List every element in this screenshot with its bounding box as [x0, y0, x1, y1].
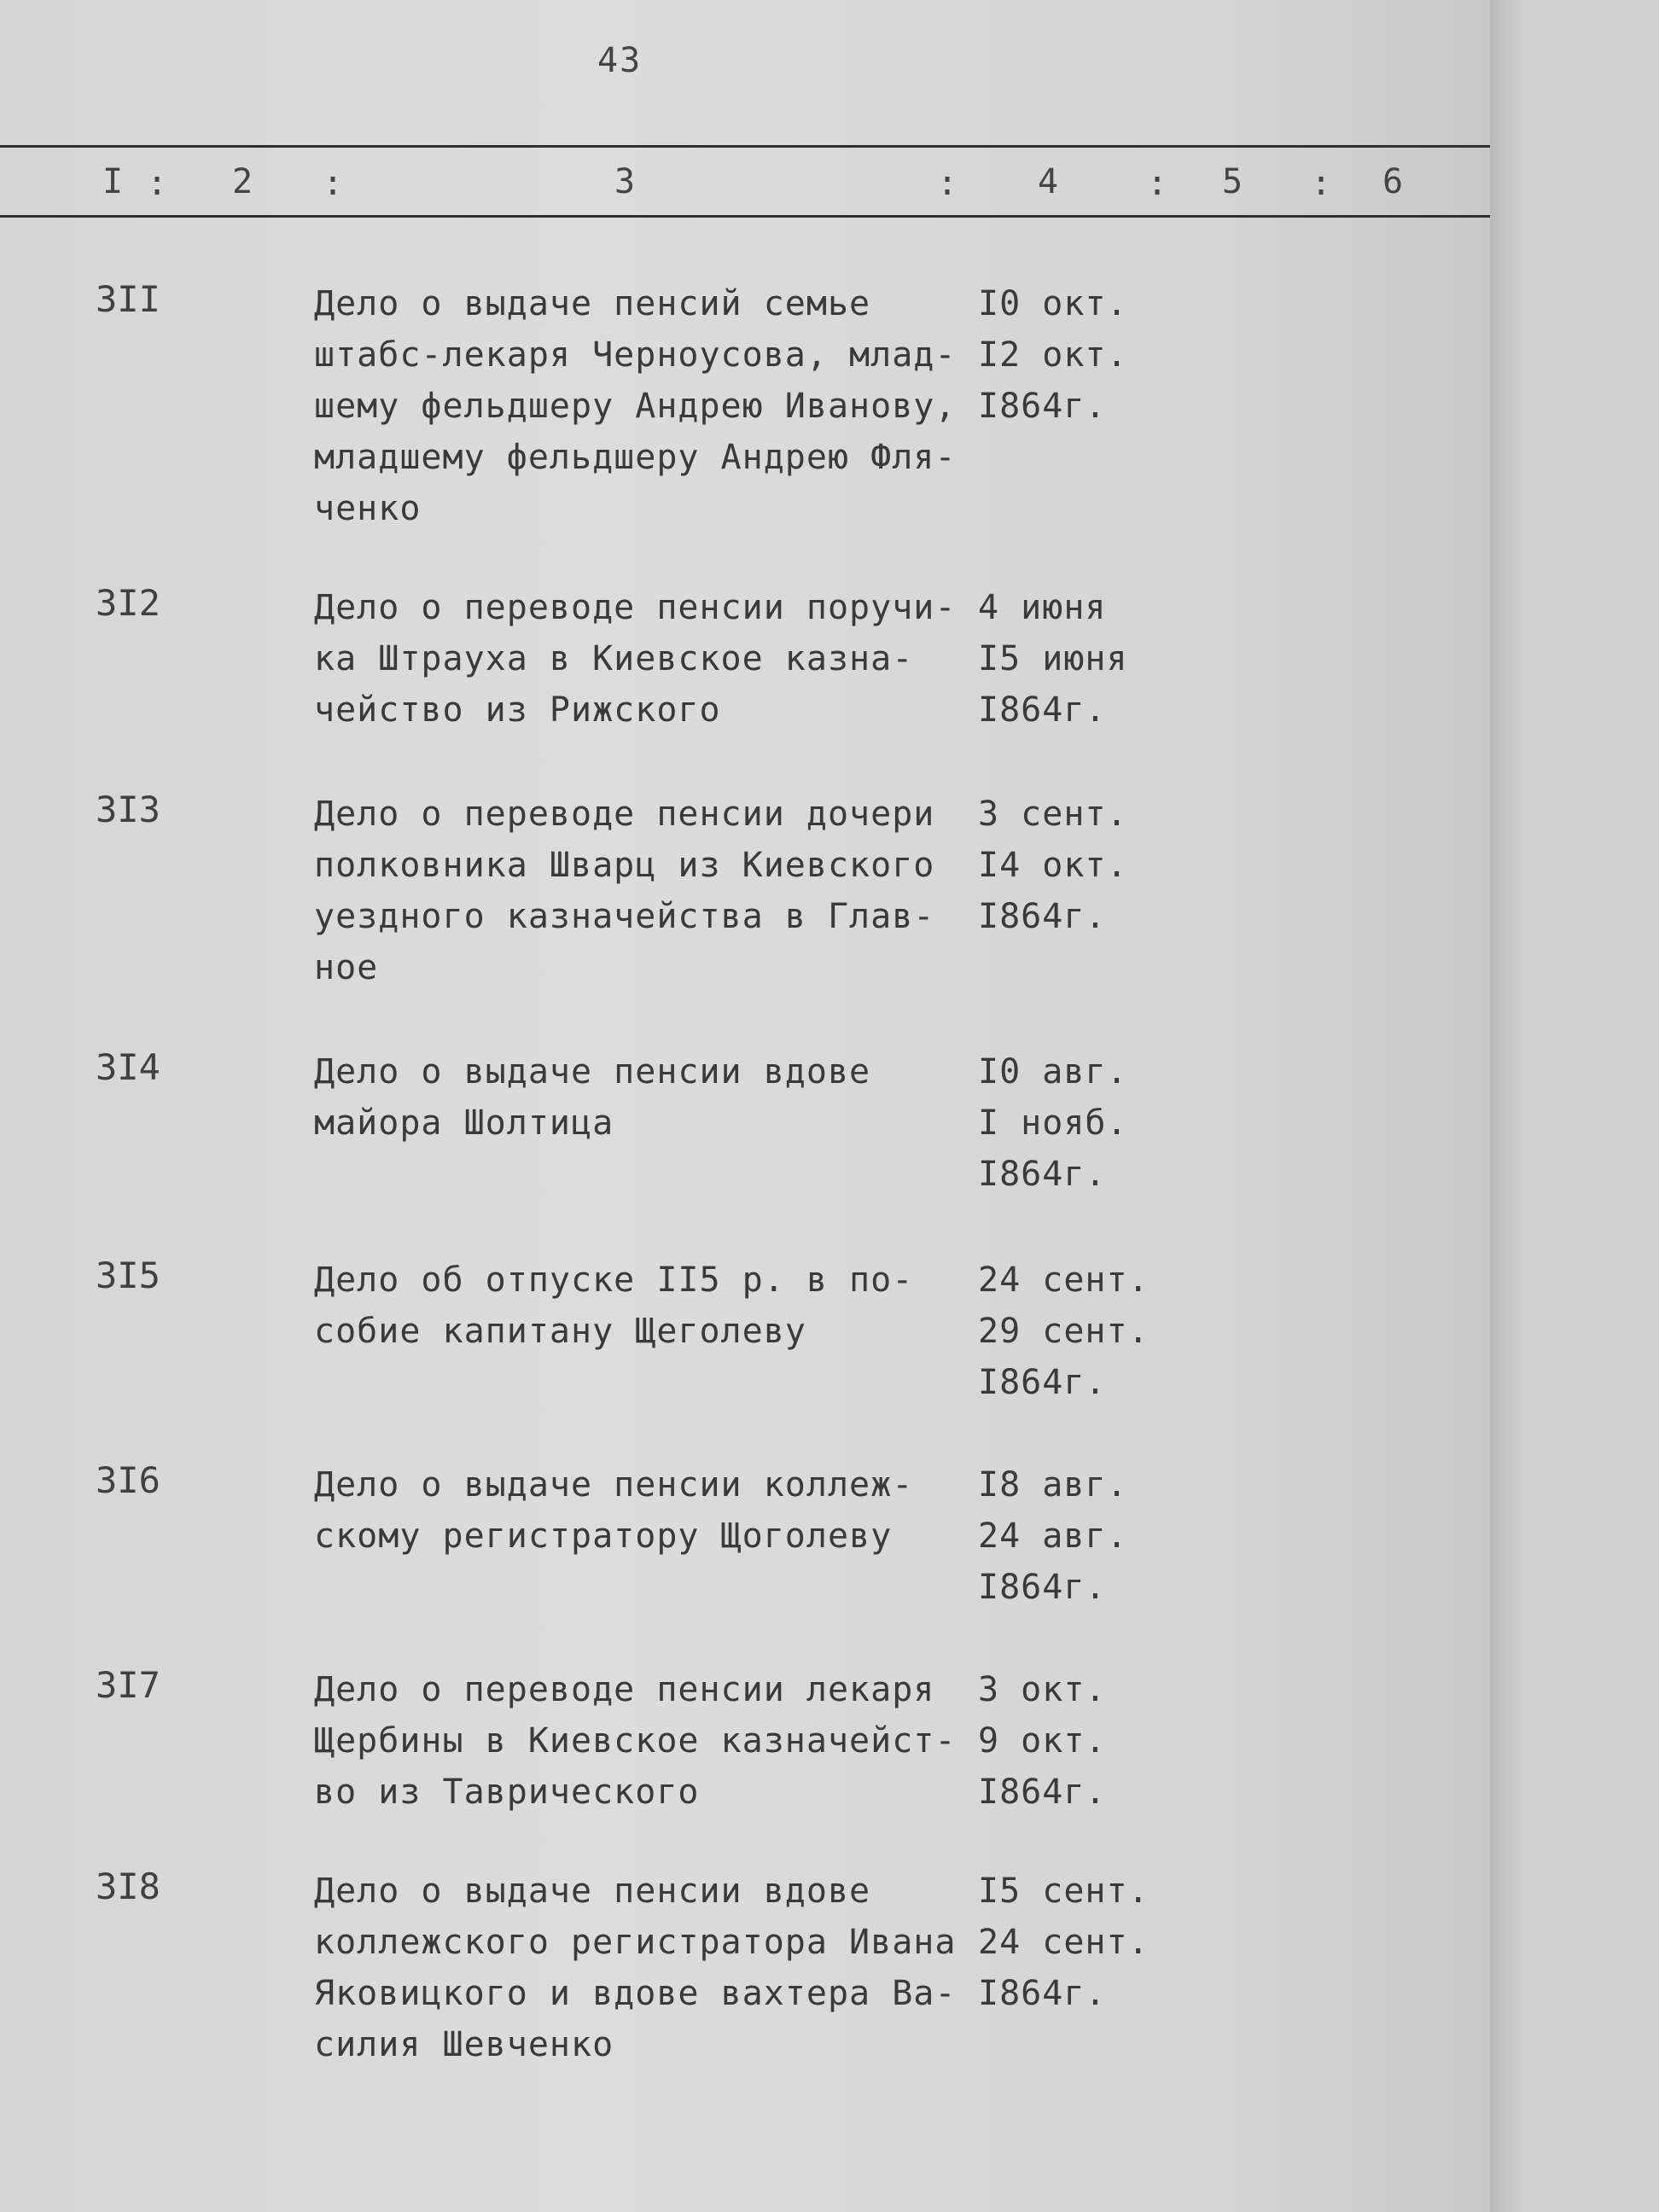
header-rule-top	[0, 145, 1490, 148]
column-header-4: 4	[1038, 162, 1059, 201]
entry-description: Дело об отпуске II5 р. в по- собие капитану Щеголеву	[314, 1260, 914, 1351]
page-edge	[1490, 0, 1659, 2212]
column-header-3: 3	[614, 162, 636, 201]
column-header-1: I	[102, 162, 124, 201]
entry-dates: I5 сент. 24 сент. I864г.	[978, 1871, 1150, 2013]
column-header-5: 5	[1222, 162, 1243, 201]
column-separator: :	[1311, 164, 1332, 203]
entry-description: Дело о переводе пенсии поручи- ка Штрауха в Киевское казна- чейство из Рижского	[314, 588, 957, 730]
entry-dates: I0 авг. I нояб. I864г.	[978, 1052, 1128, 1194]
entry-description: Дело о выдаче пенсии вдове майора Шолтица	[314, 1052, 871, 1143]
entry-number: 3I3	[96, 789, 160, 830]
entry-number: 3I5	[96, 1254, 160, 1296]
entry-number: 3I6	[96, 1459, 160, 1501]
entry-number: 3I8	[96, 1866, 160, 1907]
entry-description: Дело о выдаче пенсий семье штабс-лекаря Черноусова, млад- шему фельдшеру Андрею Иванову, младшему фельдшеру Андрею Фля- ченко	[314, 284, 957, 528]
column-header-2: 2	[232, 162, 253, 201]
column-separator: :	[1147, 164, 1168, 203]
entry-description: Дело о переводе пенсии лекаря Щербины в Киевское казначейст- во из Таврического	[314, 1670, 957, 1812]
entry-number: 3I4	[96, 1046, 160, 1088]
column-separator: :	[323, 164, 344, 203]
entry-description: Дело о переводе пенсии дочери полковника Шварц из Киевского уездного казначейства в Глав- ное	[314, 795, 935, 987]
header-rule-bottom	[0, 215, 1490, 218]
entry-number: 3I7	[96, 1664, 160, 1706]
entry-description: Дело о выдаче пенсии коллеж- скому регистратору Щоголеву	[314, 1465, 914, 1556]
entry-dates: 3 сент. I4 окт. I864г.	[978, 795, 1128, 936]
column-separator: :	[937, 164, 958, 203]
column-header-6: 6	[1382, 162, 1404, 201]
entry-number: 3I2	[96, 582, 160, 624]
page-number: 43	[597, 41, 643, 80]
entry-dates: 3 окт. 9 окт. I864г.	[978, 1670, 1107, 1812]
entry-dates: 4 июня I5 июня I864г.	[978, 588, 1128, 730]
column-separator: :	[147, 164, 168, 203]
entry-dates: 24 сент. 29 сент. I864г.	[978, 1260, 1150, 1402]
entry-dates: I8 авг. 24 авг. I864г.	[978, 1465, 1128, 1607]
entry-number: 3II	[96, 278, 160, 320]
entry-description: Дело о выдаче пенсии вдове коллежского регистратора Ивана Яковицкого и вдове вахтера Ва- силия Шевченко	[314, 1871, 957, 2064]
entry-dates: I0 окт. I2 окт. I864г.	[978, 284, 1128, 426]
